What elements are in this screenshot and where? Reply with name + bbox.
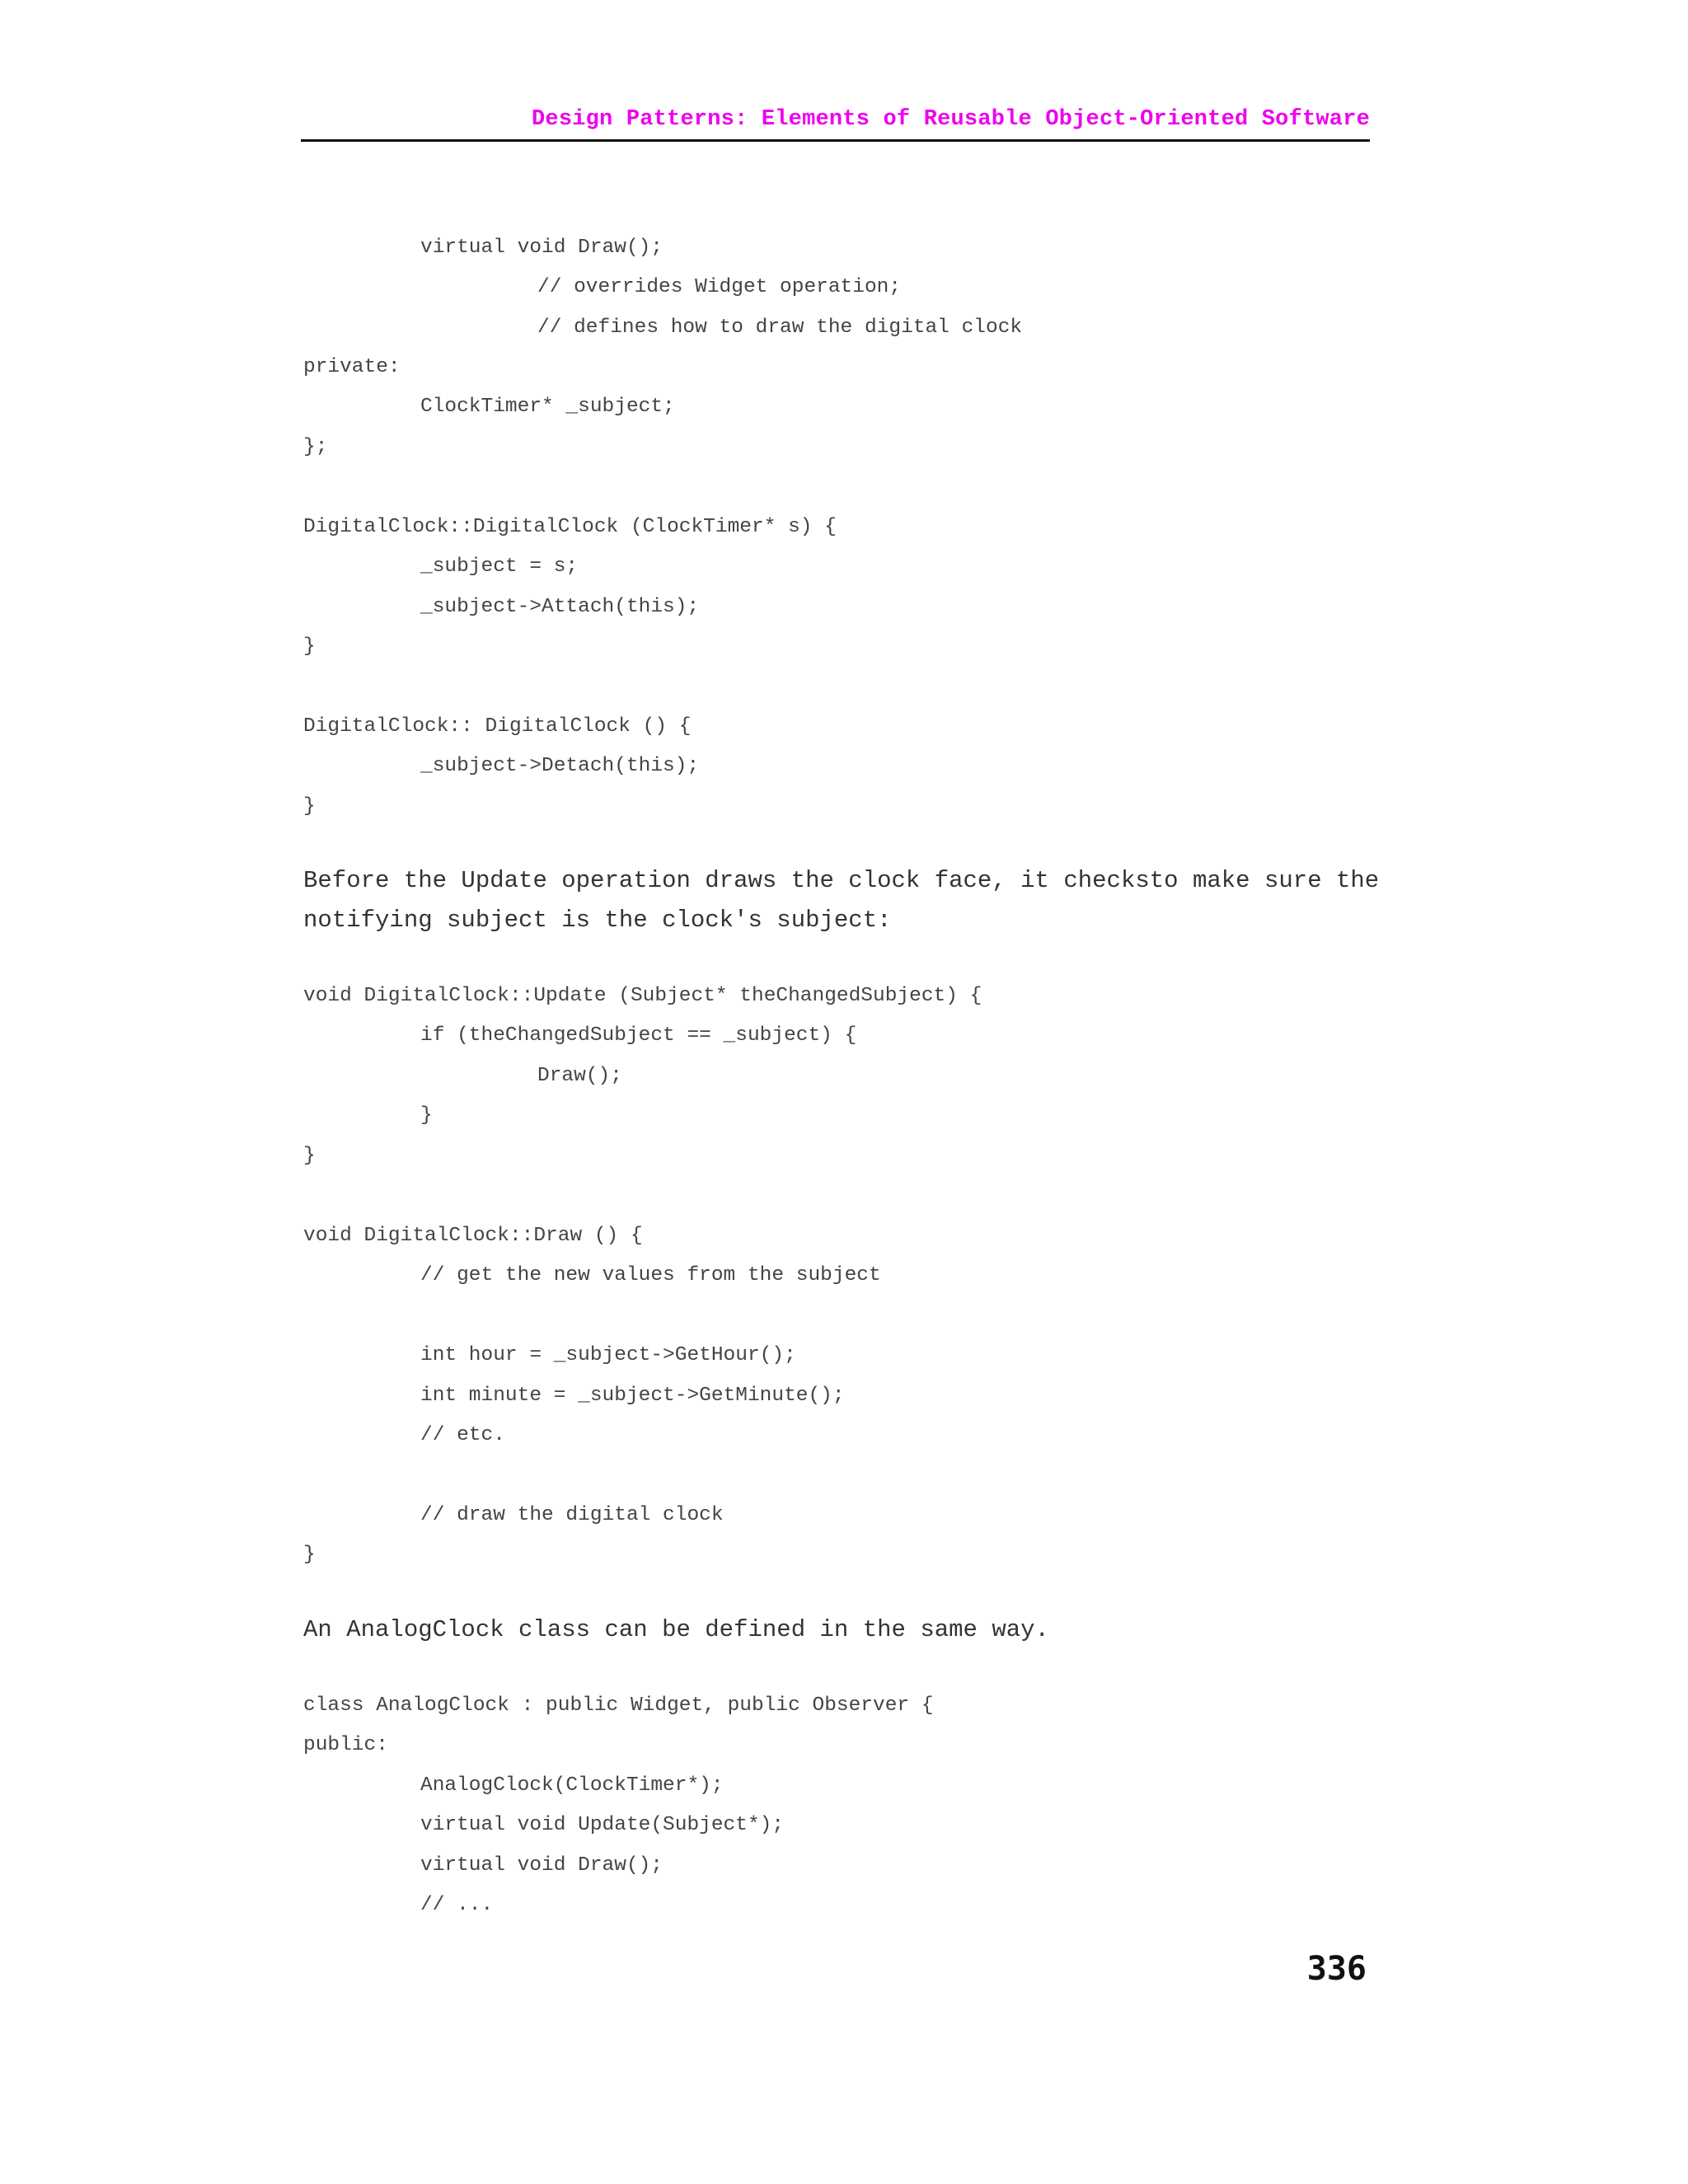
code-line: }; [303, 436, 328, 458]
code-line: // ... [420, 1894, 494, 1916]
code-line: } [420, 1104, 433, 1127]
code-line: } [303, 1544, 316, 1566]
code-line: // overrides Widget operation; [537, 276, 902, 298]
running-header-title: Design Patterns: Elements of Reusable Object-Oriented Software [532, 107, 1370, 132]
code-line: // defines how to draw the digital clock [537, 316, 1023, 339]
page-number: 336 [1306, 1950, 1367, 1988]
code-line: Draw(); [537, 1065, 622, 1087]
code-line: if (theChangedSubject == _subject) { [420, 1024, 857, 1047]
body-text: Before the Update operation draws the clock face, it checksto make sure the [303, 867, 1380, 894]
code-line: void DigitalClock::Draw () { [303, 1225, 643, 1247]
body-text: An AnalogClock class can be defined in the same way. [303, 1616, 1049, 1643]
code-line: void DigitalClock::Update (Subject* theChangedSubject) { [303, 985, 982, 1007]
code-line: public: [303, 1734, 388, 1756]
code-line: virtual void Draw(); [420, 237, 663, 259]
code-line: _subject = s; [420, 555, 579, 578]
header-rule [301, 139, 1370, 142]
code-line: int minute = _subject->GetMinute(); [420, 1385, 845, 1407]
body-text: notifying subject is the clock's subject: [303, 907, 892, 934]
code-line: } [303, 795, 316, 818]
code-line: AnalogClock(ClockTimer*); [420, 1774, 724, 1797]
code-line: int hour = _subject->GetHour(); [420, 1344, 796, 1366]
code-line: virtual void Draw(); [420, 1854, 663, 1877]
code-line: private: [303, 356, 401, 378]
code-line: // get the new values from the subject [420, 1264, 881, 1286]
code-line: DigitalClock:: DigitalClock () { [303, 715, 692, 738]
code-line: // draw the digital clock [420, 1504, 724, 1526]
code-line: virtual void Update(Subject*); [420, 1814, 785, 1836]
code-line: DigitalClock::DigitalClock (ClockTimer* s) { [303, 516, 837, 538]
code-line: _subject->Detach(this); [420, 755, 700, 777]
code-line: ClockTimer* _subject; [420, 396, 675, 418]
code-line: _subject->Attach(this); [420, 596, 700, 618]
code-line: class AnalogClock : public Widget, public Observer { [303, 1694, 934, 1717]
code-line: } [303, 1145, 316, 1167]
code-line: } [303, 635, 316, 658]
code-line: // etc. [420, 1424, 505, 1446]
